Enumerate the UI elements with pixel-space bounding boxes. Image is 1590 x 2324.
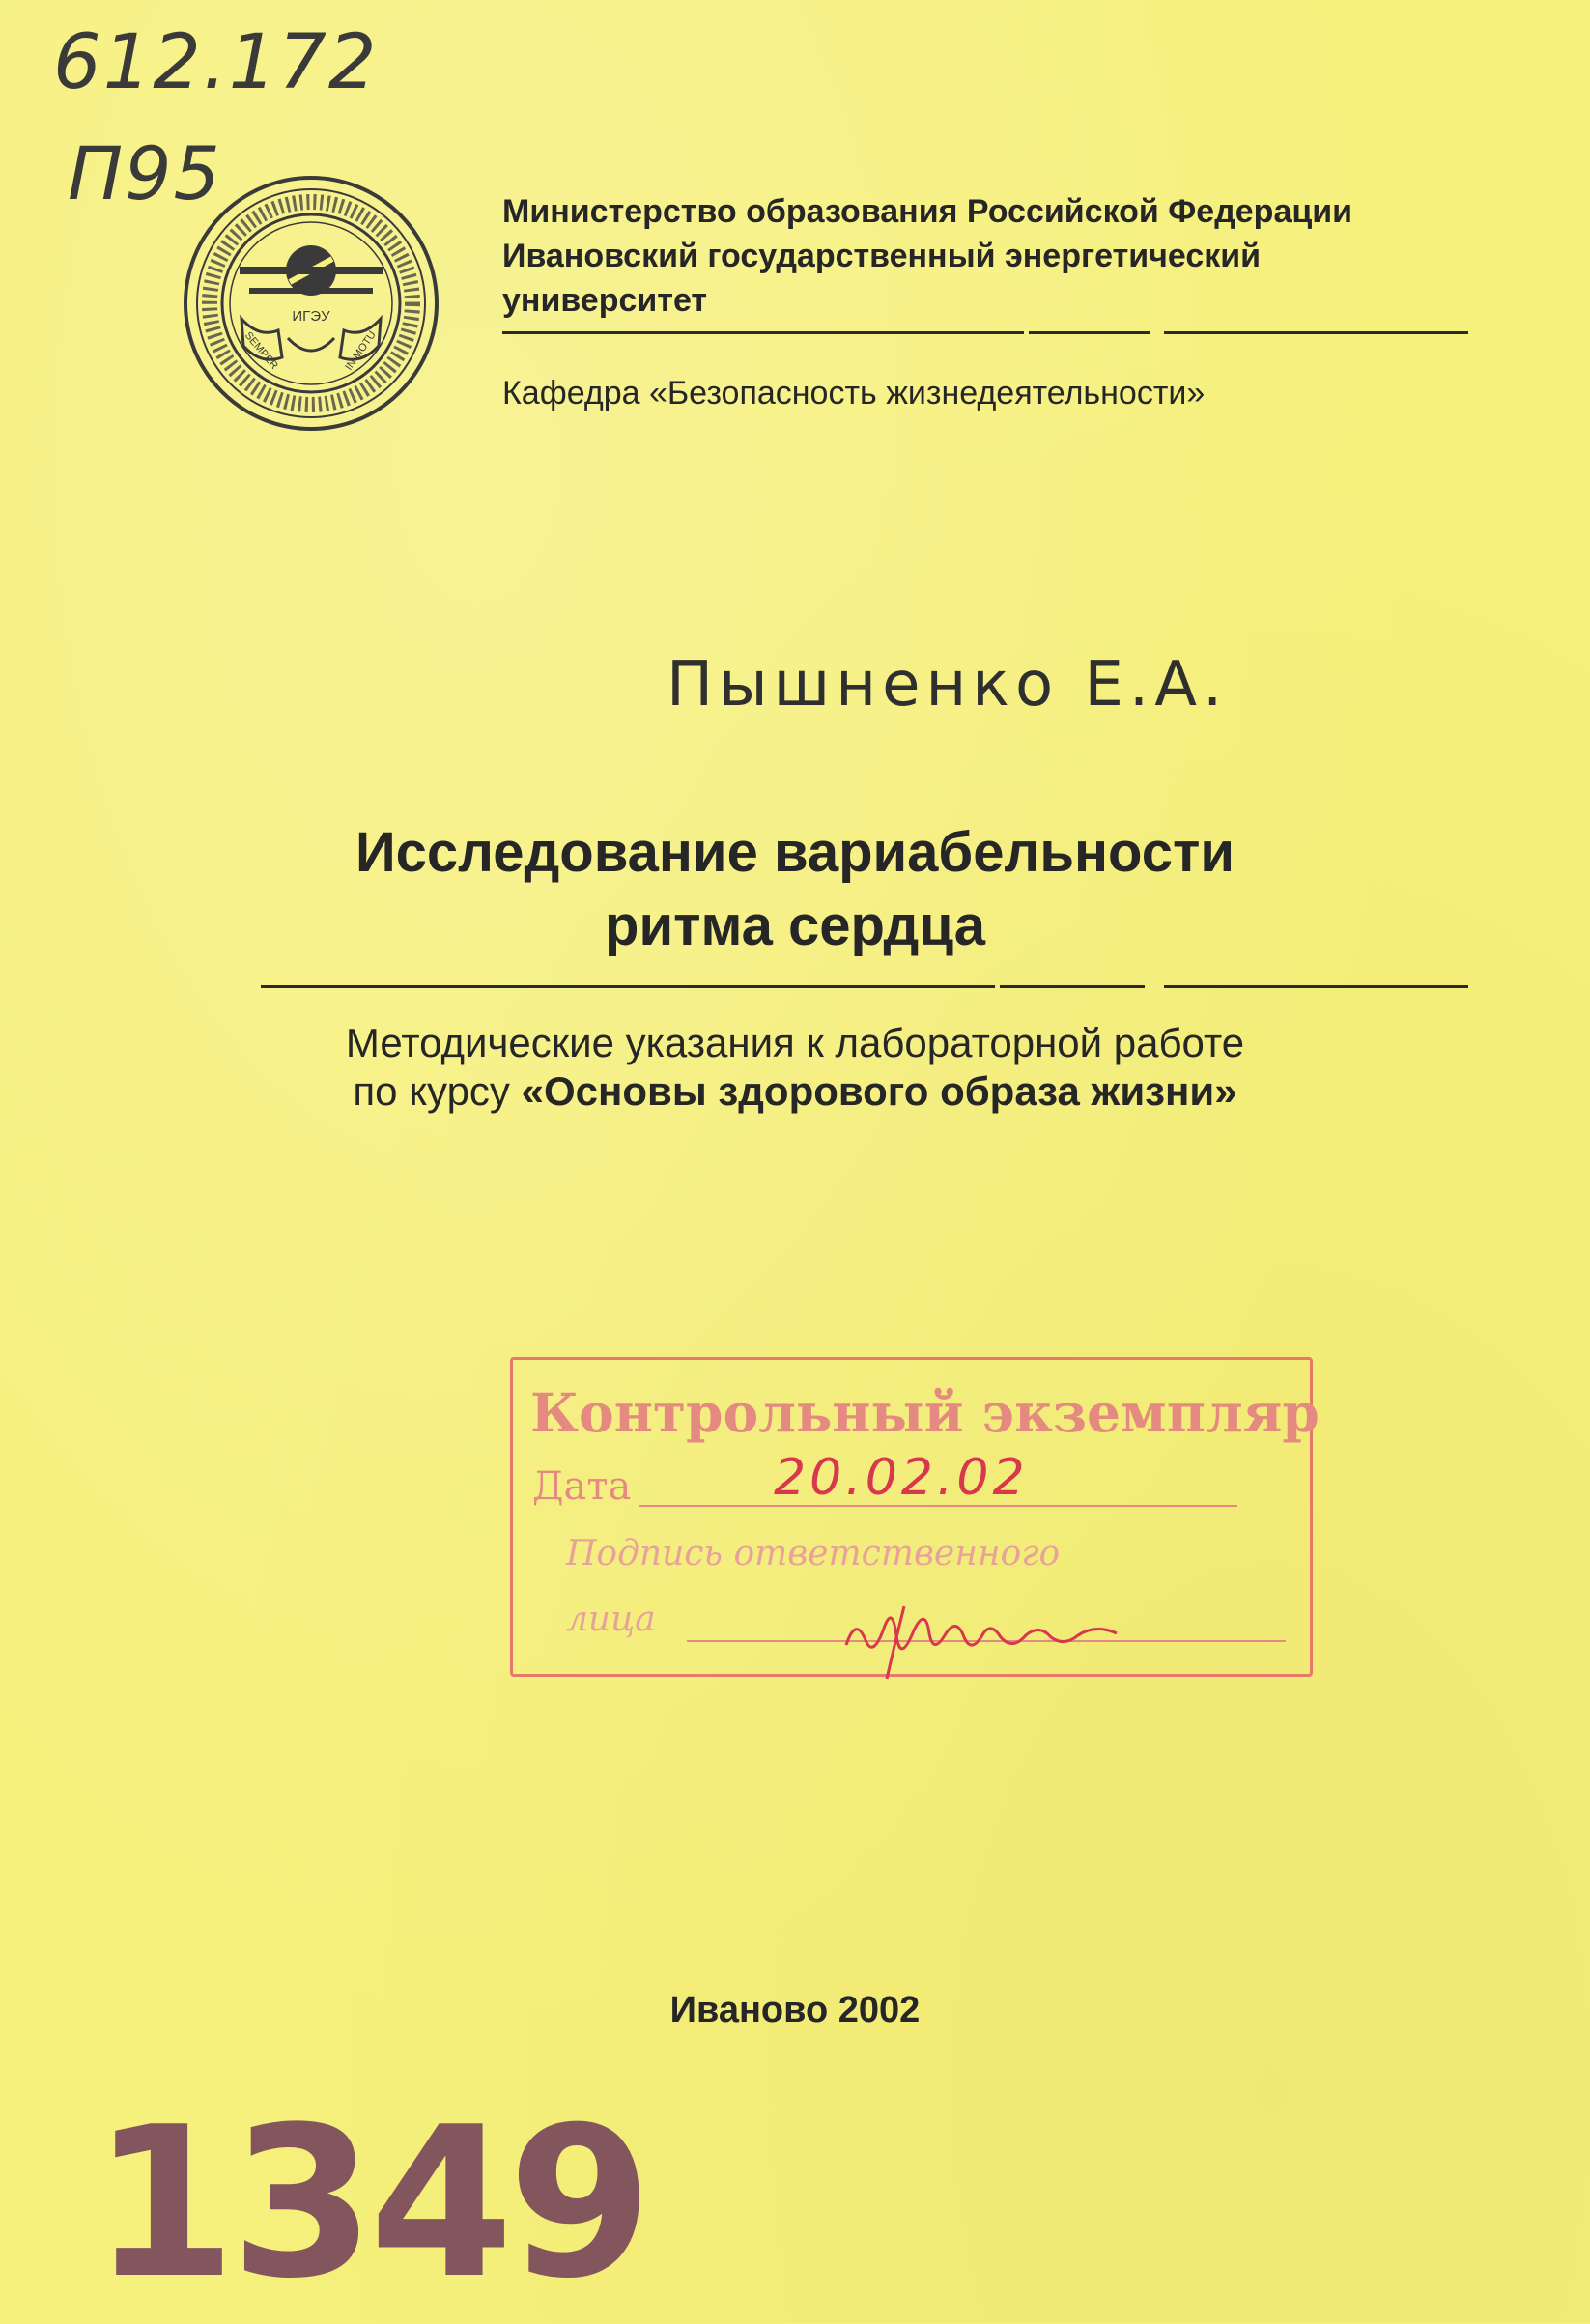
department-line: Кафедра «Безопасность жизнедеятельности» <box>502 375 1206 411</box>
stamp-title: Контрольный экземпляр <box>530 1381 1320 1444</box>
subtitle-course-name: «Основы здорового образа жизни» <box>521 1068 1237 1114</box>
inventory-number-stamp: 1349 <box>92 2082 647 2324</box>
seal-ribbon-right: IN MOTU <box>343 328 379 373</box>
document-subtitle <box>145 1019 1445 1116</box>
ministry-header <box>502 189 1459 323</box>
title-line-2: ритма сердца <box>605 894 985 957</box>
stamp-sign-label: Подпись ответственного <box>566 1534 1061 1573</box>
handwritten-author-code: П95 <box>68 130 222 216</box>
control-copy-stamp <box>510 1357 1320 1677</box>
university-line-2: университет <box>502 282 708 319</box>
subtitle-line-1: Методические указания к лабораторной работе <box>345 1020 1245 1065</box>
subtitle-course-prefix: по курсу <box>353 1068 522 1114</box>
city-year: Иваново 2002 <box>669 1990 921 2030</box>
handwritten-signature-icon <box>837 1577 1126 1684</box>
title-rule-3 <box>1164 985 1468 988</box>
subtitle-line-2 <box>145 1067 1445 1116</box>
handwritten-author-name: Пышненко Е.А. <box>667 649 1229 721</box>
seal-center-text: ИГЭУ <box>292 308 330 325</box>
ministry-line: Министерство образования Российской Федерации <box>502 193 1353 230</box>
title-rule-2 <box>1000 985 1145 988</box>
university-seal-icon <box>182 174 440 433</box>
stamp-sign-label-2: лица <box>566 1600 656 1639</box>
seal-ribbon-left: SEMPER <box>241 329 280 372</box>
document-title <box>193 816 1397 963</box>
stamp-date-value: 20.02.02 <box>774 1449 1029 1507</box>
handwritten-shelf-code: 612.172 <box>53 19 379 106</box>
title-line-1: Исследование вариабельности <box>355 821 1235 884</box>
header-rule-2 <box>1029 331 1150 334</box>
stamp-date-label: Дата <box>532 1464 632 1509</box>
title-rule-1 <box>261 985 995 988</box>
university-line: Ивановский государственный энергетический <box>502 238 1262 274</box>
header-rule-1 <box>502 331 1024 334</box>
header-rule-3 <box>1164 331 1468 334</box>
